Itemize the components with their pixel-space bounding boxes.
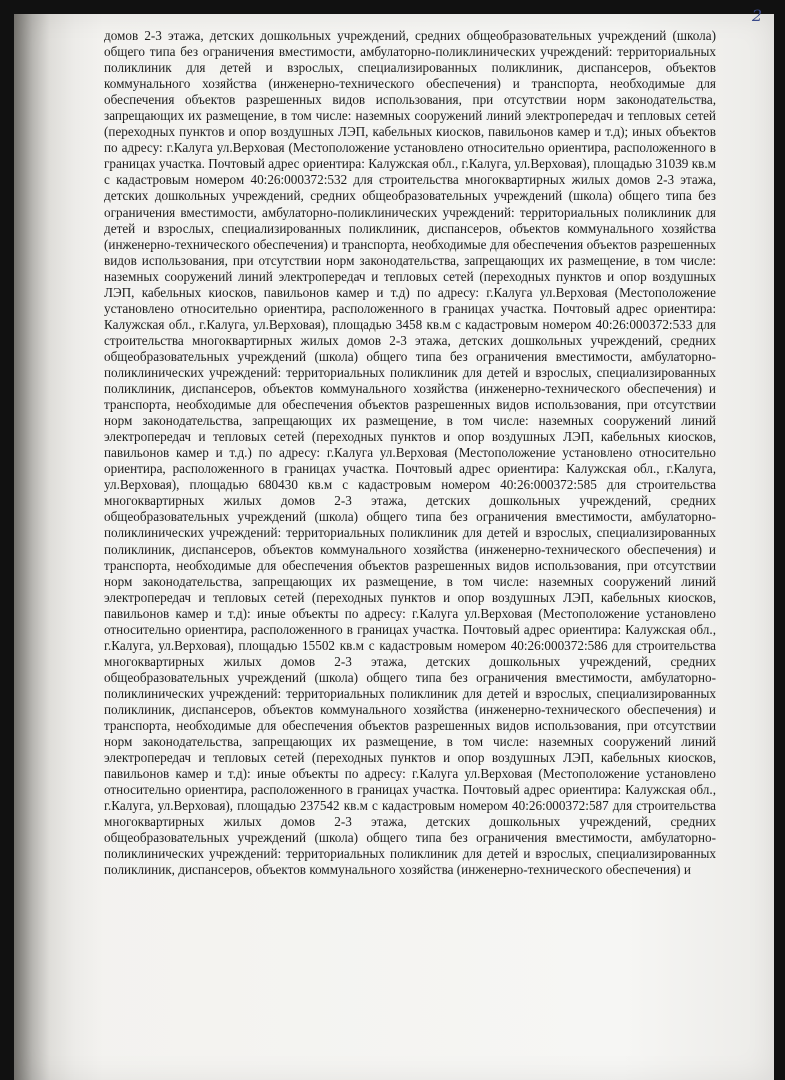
handwritten-page-number: 2 — [752, 6, 763, 25]
body-text-paragraph: домов 2-3 этажа, детских дошкольных учреждений, средних общеобразовательных учреждений (школа) общего типа без ограничения вместимости, амбулаторно-поликлинических учреждений: территориальных поликлиник для детей и взрослых, специализированных поликлиник, диспансеров, объектов коммунального хозяйства (инженерно-технического обеспечения) и транспорта, необходимые для обеспечения объектов разрешенных видов использования, при отсутствии норм законодательства, запрещающих их размещение, в том числе: наземных сооружений линий электропередач и тепловых сетей (переходных пунктов и опор воздушных ЛЭП, кабельных киосков, павильонов камер и т.д); иных объектов по адресу: г.Калуга ул.Верховая (Местоположение установлено относительно ориентира, расположенного в границах участка. Почтовый адрес ориентира: Калужская обл., г.Калуга, ул.Верховая), площадью 31039 кв.м с кадастровым номером 40:26:000372:532 для строительства многоквартирных жилых домов 2-3 этажа, детских дошкольных учреждений, средних общеобразовательных учреждений (школа) общего типа без ограничения вместимости, амбулаторно-поликлинических учреждений: территориальных поликлиник для детей и взрослых, специализированных поликлиник, диспансеров, объектов коммунального хозяйства (инженерно-технического обеспечения) и транспорта, необходимые для обеспечения объектов разрешенных видов использования, при отсутствии норм законодательства, запрещающих их размещение, в том числе: наземных сооружений линий электропередач и тепловых сетей (переходных пунктов и опор воздушных ЛЭП, кабельных киосков, павильонов камер и т.д) по адресу: г.Калуга ул.Верховая (Местоположение установлено относительно ориентира, расположенного в границах участка. Почтовый адрес ориентира: Калужская обл., г.Калуга, ул.Верховая), площадью 3458 кв.м с кадастровым номером 40:26:000372:533 для строительства многоквартирных жилых домов 2-3 этажа, детских дошкольных учреждений, средних общеобразовательных учреждений (школа) общего типа без ограничения вместимости, амбулаторно-поликлинических учреждений: территориальных поликлиник для детей и взрослых, специализированных поликлиник, диспансеров, объектов коммунального хозяйства (инженерно-технического обеспечения) и транспорта, необходимые для обеспечения объектов разрешенных видов использования, при отсутствии норм законодательства, запрещающих их размещение, в том числе: наземных сооружений линий электропередач и тепловых сетей (переходных пунктов и опор воздушных ЛЭП, кабельных киосков, павильонов камер и т.д.) по адресу: г.Калуга ул.Верховая (Местоположение установлено относительно ориентира, расположенного в границах участка. Почтовый адрес ориентира: Калужская обл., г.Калуга, ул.Верховая), площадью 680430 кв.м с кадастровым номером 40:26:000372:585 для строительства многоквартирных жилых домов 2-3 этажа, детских дошкольных учреждений, средних общеобразовательных учреждений (школа) общего типа без ограничения вместимости, амбулаторно-поликлинических учреждений: территориальных поликлиник для детей и взрослых, специализированных поликлиник, диспансеров, объектов коммунального хозяйства (инженерно-технического обеспечения) и транспорта, необходимые для обеспечения объектов разрешенных видов использования, при отсутствии норм законодательства, запрещающих их размещение, в том числе: наземных сооружений линий электропередач и тепловых сетей (переходных пунктов и опор воздушных ЛЭП, кабельных киосков, павильонов камер и т.д): иные объекты по адресу: г.Калуга ул.Верховая (Местоположение установлено относительно ориентира, расположенного в границах участка. Почтовый адрес ориентира: Калужская обл., г.Калуга, ул.Верховая), площадью 15502 кв.м с кадастровым номером 40:26:000372:586 для строительства многоквартирных жилых домов 2-3 этажа, детских дошкольных учреждений, средних общеобразовательных учреждений (школа) общего типа без ограничения вместимости, амбулаторно-поликлинических учреждений: территориальных поликлиник для детей и взрослых, специализированных поликлиник, диспансеров, объектов коммунального хозяйства (инженерно-технического обеспечения) и транспорта, необходимые для обеспечения объектов разрешенных видов использования, при отсутствии норм законодательства, запрещающих их размещение, в том числе: наземных сооружений линий электропередач и тепловых сетей (переходных пунктов и опор воздушных ЛЭП, кабельных киосков, павильонов камер и т.д): иные объекты по адресу: г.Калуга ул.Верховая (Местоположение установлено относительно ориентира, расположенного в границах участка. Почтовый адрес ориентира: Калужская обл., г.Калуга, ул.Верховая), площадью 237542 кв.м с кадастровым номером 40:26:000372:587 для строительства многоквартирных жилых домов 2-3 этажа, детских дошкольных учреждений, средних общеобразовательных учреждений (школа) общего типа без ограничения вместимости, амбулаторно-поликлинических учреждений: территориальных поликлиник для детей и взрослых, специализированных поликлиник, диспансеров, объектов коммунального хозяйства (инженерно-технического обеспечения) и — [104, 28, 716, 878]
